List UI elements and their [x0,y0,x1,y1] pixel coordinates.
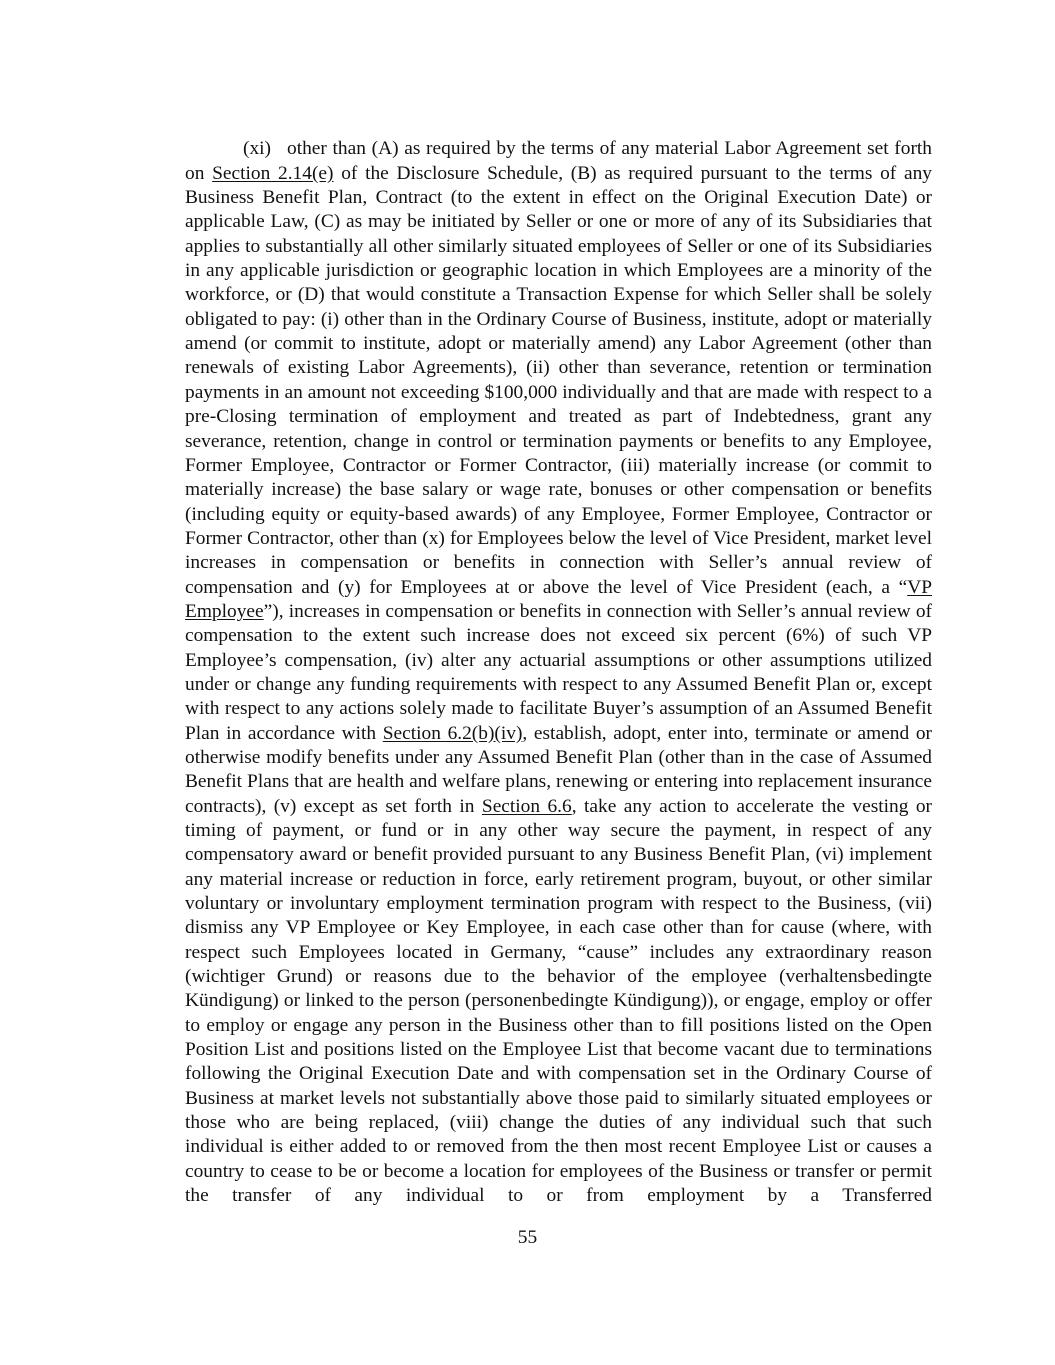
paragraph-segment: , establish, adopt, enter into, terminate or amend or otherwise modify benefits under any Assumed Benefit Plan (other than in the case of Assumed Benefit Plans that are health and welfare plans, renewing or entering into replacement insurance contracts), (v) except as set forth in [185,722,932,817]
page-number: 55 [517,1227,538,1248]
section-reference-6-2-b-iv: Section 6.2(b)(iv) [382,722,523,744]
paragraph-segment: , take any action to accelerate the vesting or timing of payment, or fund or in any other way secure the payment, in respect of any compensatory award or benefit provided pursuant to any Business Benefit Plan, (vi) implement any material increase or reduction in force, early retirement program, buyout, or other similar voluntary or involuntary employment termination program with respect to the Business, (vii) dismiss any VP Employee or Key Employee, in each case other than for cause (where, with respect such Employees located in Germany, “cause” includes any extraordinary reason (wichtiger Grund) or reasons due to the behavior of the employee (verhaltensbedingte Kündigung) or linked to the person (personenbedingte Kündigung)), or engage, employ or offer to employ or engage any person in the Business other than to fill positions listed on the Open Position List and positions listed on the Employee List that become vacant due to terminations following the Original Execution Date and with compensation set in the Ordinary Course of Business at market levels not substantially above those paid to similarly situated employees or those who are being replaced, (viii) change the duties of any individual such that such individual is either added to or removed from the then most recent Employee List or causes a country to cease to be or become a location for employees of the Business or transfer or permit the transfer of any individual to or from employment by a Transferred [185,795,933,1207]
paragraph-segment: of the Disclosure Schedule, (B) as required pursuant to the terms of any Business Benefit Plan, Contract (to the extent in effect on the Original Execution Date) or applicable Law, (C) as may be initiated by Seller or one or more of any of its Subsidiaries that applies to substantially all other similarly situated employees of Seller or one of its Subsidiaries in any applicable jurisdiction or geographic location in which Employees are a minority of the workforce, or (D) that would constitute a Transaction Expense for which Seller shall be solely obligated to pay: (i) other than in the Ordinary Course of Business, institute, adopt or materially amend (or commit to institute, adopt or materially amend) any Labor Agreement (other than renewals of existing Labor Agreements), (ii) other than severance, retention or termination payments in an amount not exceeding $100,000 individually and that are made with respect to a pre-Closing termination of employment and treated as part of Indebtedness, grant any severance, retention, change in control or termination payments or benefits to any Employee, Former Employee, Contractor or Former Contractor, (iii) materially increase (or commit to materially increase) the base salary or wage rate, bonuses or other compensation or benefits (including equity or equity-based awards) of any Employee, Former Employee, Contractor or Former Contractor, other than (x) for Employees below the level of Vice President, market level increases in compensation or benefits in connection with Seller’s annual review of compensation and (y) for Employees at or above the level of Vice President (each, a “ [185,162,932,598]
defined-term-vp-employee: VP Employee [185,576,932,622]
clause-xi-paragraph [185,137,932,1208]
paragraph-segment: other than (A) as required by the terms of any material Labor Agreement set forth on [185,138,932,184]
section-reference-2-14-e: Section 2.14(e) [212,162,334,184]
clause-label: (xi) [243,138,271,160]
paragraph-segment: ”), increases in compensation or benefits in connection with Seller’s annual review of compensation to the extent such increase does not exceed six percent (6%) of such VP Employee’s compensation, (iv) alter any actuarial assumptions or other assumptions utilized under or change any funding requirements with respect to any Assumed Benefit Plan or, except with respect to any actions solely made to facilitate Buyer’s assumption of an Assumed Benefit Plan in accordance with [185,600,932,744]
section-reference-6-6: Section 6.6 [481,795,572,817]
